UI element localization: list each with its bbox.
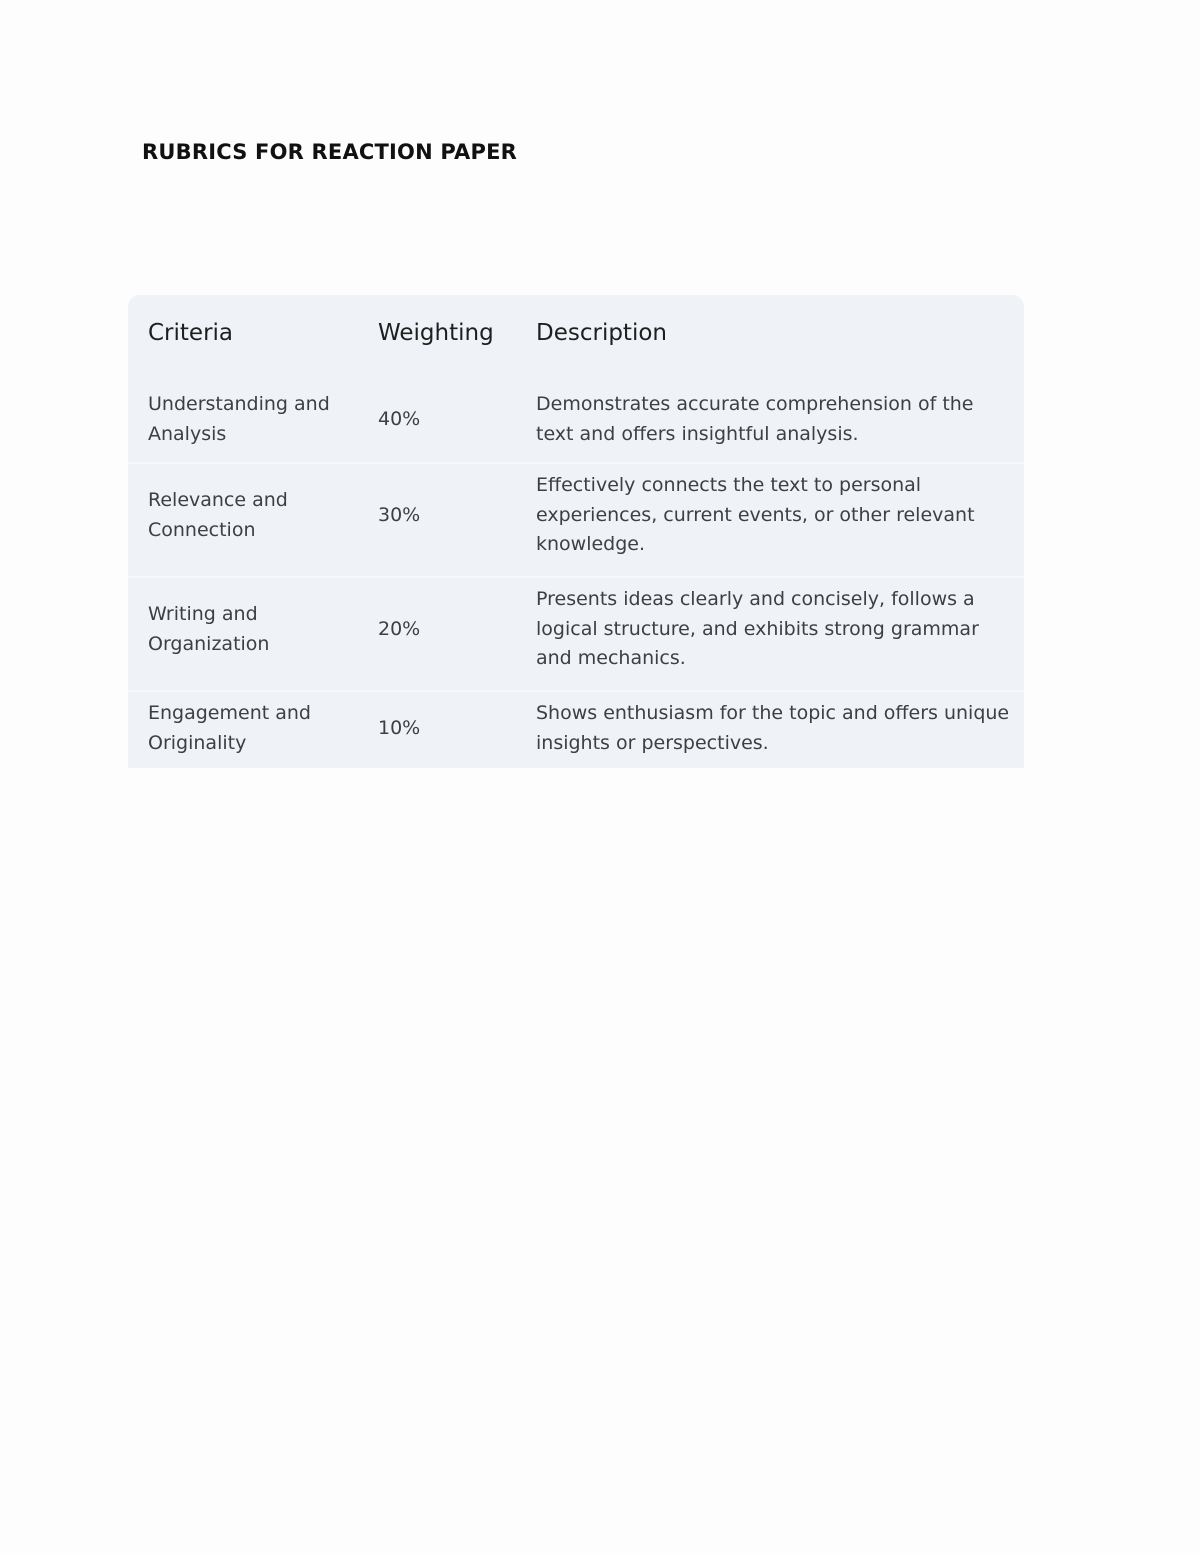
- table-row: [128, 578, 1024, 691]
- table-header-row: [128, 295, 1024, 379]
- description-cell: Effectively connects the text to personal experiences, current events, or other relevant knowledge.: [536, 474, 975, 555]
- rubric-table: [128, 295, 1024, 768]
- document-title: RUBRICS FOR REACTION PAPER: [142, 140, 518, 164]
- table-row: [128, 379, 1024, 463]
- table-row: [128, 464, 1024, 577]
- description-cell: Demonstrates accurate comprehension of the text and offers insightful analysis.: [536, 393, 974, 445]
- description-cell: Presents ideas clearly and concisely, follows a logical structure, and exhibits strong grammar and mechanics.: [536, 588, 979, 669]
- table-row: [128, 692, 1024, 768]
- criteria-cell: Writing and Organization: [148, 603, 270, 655]
- description-cell: Shows enthusiasm for the topic and offers unique insights or perspectives.: [536, 702, 1010, 754]
- weighting-cell: 10%: [378, 717, 421, 739]
- weighting-cell: 40%: [378, 408, 421, 430]
- weighting-cell: 30%: [378, 504, 421, 526]
- header-criteria: Criteria: [148, 320, 234, 346]
- header-weighting: Weighting: [378, 320, 494, 346]
- weighting-cell: 20%: [378, 618, 421, 640]
- criteria-cell: Relevance and Connection: [148, 489, 288, 541]
- criteria-cell: Engagement and Originality: [148, 702, 311, 754]
- header-description: Description: [536, 320, 667, 346]
- criteria-cell: Understanding and Analysis: [148, 393, 330, 445]
